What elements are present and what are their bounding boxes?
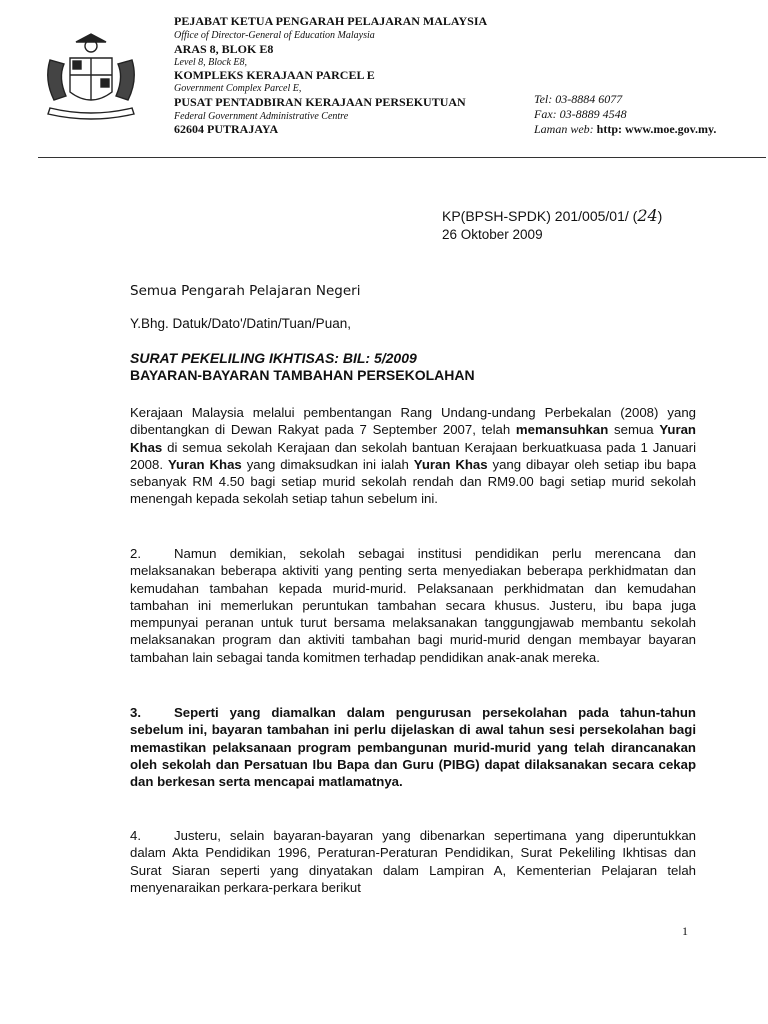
paragraph-3 [130, 704, 696, 790]
subject-title: BAYARAN-BAYARAN TAMBAHAN PERSEKOLAHAN [130, 367, 475, 383]
address-centre-malay: PUSAT PENTADBIRAN KERAJAAN PERSEKUTUAN [174, 95, 466, 109]
p2-number: 2. [130, 546, 141, 561]
p3-text: Seperti yang diamalkan dalam pengurusan persekolahan pada tahun-tahun sebelum ini, bayaran tambahan ini perlu dijelaskan di awal tahun sesi persekolahan bagi memastikan pelaksanaan program pembangunan murid-murid yang telah dirancanakan oleh sekolah dan Persatuan Ibu Bapa dan Guru (PIBG) dapat dilaksanakan secara cekap dan berkesan serta mencapai matlamatnya. [130, 705, 696, 790]
office-name-english: Office of Director-General of Education Malaysia [174, 30, 375, 41]
p1-text-1: Kerajaan Malaysia melalui pembentangan Rang Undang-undang Perbekalan (2008) yang dibentangkan di Dewan Rakyat pada 7 September 2007, telah [130, 405, 696, 438]
p4-text: Justeru, selain bayaran-bayaran yang dibenarkan sepertimana yang diperuntukkan dalam Akta Pendidikan 1996, Peraturan-Peraturan Pendidikan, Surat Pekeliling Ikhtisas dan Surat Siaran seperti yang dinyatakan dalam Lampiran A, Kementerian Pelajaran telah menyenaraikan perkara-perkara berikut [130, 828, 696, 895]
address-complex-malay: KOMPLEKS KERAJAAN PARCEL E [174, 68, 375, 82]
address-complex-english: Government Complex Parcel E, [174, 83, 302, 94]
p2-text: Namun demikian, sekolah sebagai institusi pendidikan perlu merencana dan melaksanakan beberapa aktiviti yang penting serta menyediakan beberapa perkhidmatan dan kemudahan tambahan kepada murid-murid. Pelaksanaan perkhidmatan dan kemudahan tambahan ini memerlukan peruntukan tambahan secara khusus. Justeru, ibu bapa juga mempunyai peranan untuk turut bersama melaksanakan tanggungjawab membantu sekolah melaksanakan program dan aktiviti tambahan bagi murid-murid dengan membayar bayaran tambahan lain sebagai tanda komitmen terhadap pendidikan anak-anak mereka. [130, 546, 696, 665]
p1-text-2: semua [608, 422, 660, 438]
p1-text-3: di semua sekolah Kerajaan dan sekolah bantuan Kerajaan berkuatkuasa pada 1 Januari 2008. [130, 439, 696, 472]
paragraph-1 [130, 404, 696, 508]
contact-web [534, 123, 716, 136]
web-label: Laman web: [534, 122, 594, 136]
recipient: Semua Pengarah Pelajaran Negeri [130, 283, 361, 299]
reference-number [442, 208, 662, 224]
address-postcode: 62604 PUTRAJAYA [174, 122, 279, 136]
p1-bold-1: memansuhkan [515, 422, 609, 438]
reference-handwritten-number: 24 [637, 206, 658, 225]
office-name-malay: PEJABAT KETUA PENGARAH PELAJARAN MALAYSIA [174, 14, 488, 28]
reference-close: ) [657, 208, 663, 224]
paragraph-4 [130, 827, 696, 896]
circular-number: SURAT PEKELILING IKHTISAS: BIL: 5/2009 [130, 350, 417, 366]
reference-code: KP(BPSH-SPDK) 201/005/01/ ( [442, 208, 638, 224]
address-centre-english: Federal Government Administrative Centre [174, 111, 349, 122]
p1-bold-2: Yuran Khas [130, 422, 696, 455]
address-level-malay: ARAS 8, BLOK E8 [174, 42, 274, 56]
address-level-english: Level 8, Block E8, [174, 57, 248, 68]
p1-text-4: yang dimaksudkan ini ialah [241, 456, 414, 472]
letterhead-divider [38, 157, 766, 158]
letter-date: 26 Oktober 2009 [442, 227, 543, 242]
salutation: Y.Bhg. Datuk/Dato'/Datin/Tuan/Puan, [130, 316, 351, 331]
p4-number: 4. [130, 828, 141, 843]
web-url: http: www.moe.gov.my. [596, 122, 717, 136]
contact-fax: Fax: 03-8889 4548 [534, 107, 627, 121]
p1-bold-3: Yuran Khas [167, 456, 242, 472]
paragraph-2 [130, 545, 696, 666]
p1-text-5: yang dibayar oleh setiap ibu bapa sebanyak RM 4.50 bagi setiap murid sekolah rendah dan RM9.00 bagi setiap murid sekolah menengah kepada sekolah setiap tahun sebelum ini. [130, 456, 697, 507]
malaysia-coat-of-arms-logo [36, 30, 146, 130]
contact-tel: Tel: 03-8884 6077 [534, 92, 623, 106]
p1-bold-4: Yuran Khas [413, 456, 488, 472]
page-number: 1 [682, 924, 688, 938]
p3-number: 3. [130, 705, 141, 720]
